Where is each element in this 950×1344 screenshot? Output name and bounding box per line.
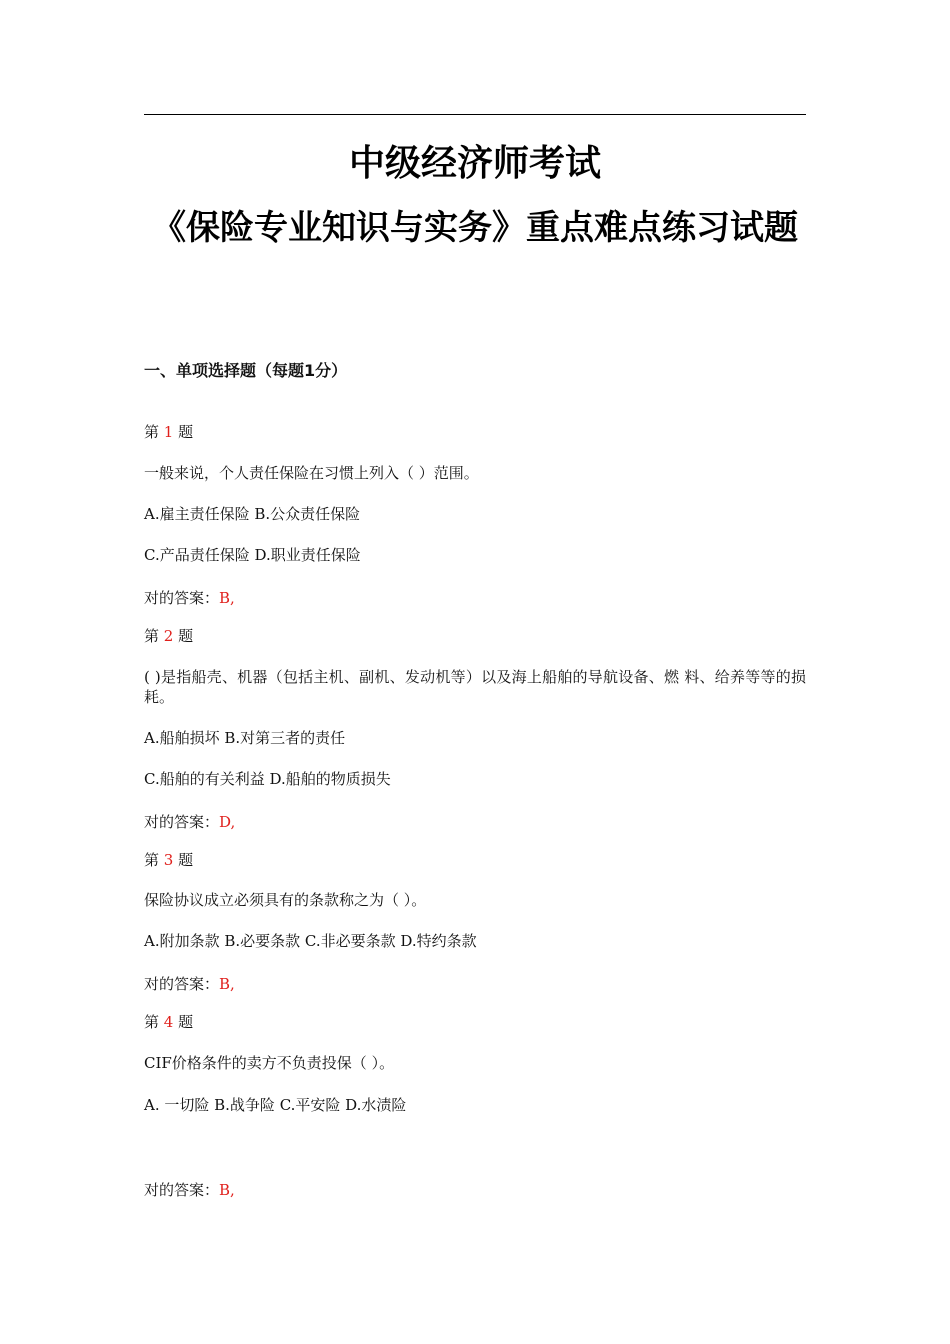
answer-value: D,	[219, 813, 236, 831]
question-stem: 一般来说，个人责任保险在习惯上列入（ ）范围。	[144, 464, 479, 482]
question-options: C.船舶的有关利益 D.船舶的物质损失	[144, 770, 391, 788]
header-rule	[144, 114, 806, 115]
answer-value: B,	[219, 975, 235, 993]
question-number: 第 4 题	[144, 1013, 194, 1031]
question-options: A.船舶损坏 B.对第三者的责任	[144, 729, 346, 747]
question-stem: 保险协议成立必须具有的条款称之为（ ）。	[144, 891, 427, 909]
question-options: A.雇主责任保险 B.公众责任保险	[144, 505, 361, 523]
answer-line: 对的答案：B,	[144, 975, 235, 993]
question-number: 第 2 题	[144, 627, 194, 645]
question-number: 第 3 题	[144, 851, 194, 869]
question-number: 第 1 题	[144, 423, 194, 441]
question-stem: ( )是指船壳、机器（包括主机、副机、发动机等）以及海上船舶的导航设备、燃 料、给养等等的损耗。	[144, 668, 806, 706]
document-title: 中级经济师考试	[348, 143, 601, 184]
section-heading: 一、单项选择题（每题1分）	[144, 361, 348, 380]
document-subtitle: 《保险专业知识与实务》重点难点练习试题	[152, 208, 798, 248]
answer-line: 对的答案：D,	[144, 813, 236, 831]
answer-line: 对的答案：B,	[144, 589, 235, 607]
question-options: A.附加条款 B.必要条款 C.非必要条款 D.特约条款	[144, 932, 477, 950]
question-options: A. 一切险 B.战争险 C.平安险 D.水渍险	[144, 1096, 407, 1114]
question-stem: CIF价格条件的卖方不负责投保（ ）。	[144, 1054, 395, 1072]
answer-line: 对的答案：B,	[144, 1181, 235, 1199]
answer-value: B,	[219, 1181, 235, 1199]
answer-value: B,	[219, 589, 235, 607]
question-options: C.产品责任保险 D.职业责任保险	[144, 546, 361, 564]
